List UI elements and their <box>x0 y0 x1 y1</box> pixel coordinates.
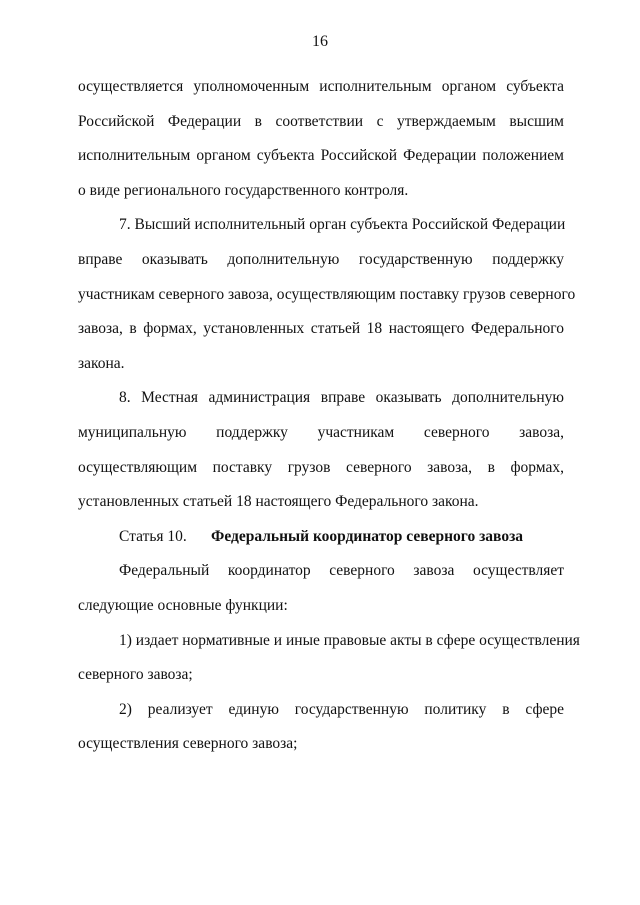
text-line: 7. Высший исполнительный орган субъекта Российской Федерации <box>119 216 566 234</box>
paragraph-function-1 <box>78 624 580 693</box>
paragraph-continuation <box>78 70 564 208</box>
page-number: 16 <box>312 33 328 50</box>
paragraph-intro <box>78 554 564 623</box>
text-line: Российской Федерации в соответствии с утверждаемым высшим <box>78 112 564 130</box>
text-line: закона. <box>78 354 125 372</box>
text-line: о виде регионального государственного контроля. <box>78 181 409 199</box>
text-line: Федеральный координатор северного завоза осуществляет <box>119 562 564 580</box>
paragraph-item-7 <box>78 208 576 381</box>
document-body <box>78 70 580 762</box>
article-number: Статья 10. <box>119 527 187 545</box>
text-line: осуществления северного завоза; <box>78 735 298 753</box>
text-line: участникам северного завоза, осуществляющим поставку грузов северного <box>78 285 576 303</box>
text-line: завоза, в формах, установленных статьей 18 настоящего Федерального <box>78 320 564 338</box>
paragraph-item-8 <box>78 381 564 519</box>
text-line: 1) издает нормативные и иные правовые акты в сфере осуществления <box>119 631 580 649</box>
article-heading <box>78 520 564 555</box>
text-line: вправе оказывать дополнительную государственную поддержку <box>78 250 564 268</box>
text-line: исполнительным органом субъекта Российской Федерации положением <box>78 147 564 165</box>
text-line: 8. Местная администрация вправе оказывать дополнительную <box>119 389 564 407</box>
text-line: северного завоза; <box>78 666 193 684</box>
text-line: осуществляющим поставку грузов северного завоза, в формах, <box>78 458 564 476</box>
text-line: установленных статьей 18 настоящего Федерального закона. <box>78 493 479 511</box>
text-line: следующие основные функции: <box>78 596 288 614</box>
paragraph-function-2 <box>78 693 564 762</box>
text-line: 2) реализует единую государственную политику в сфере <box>119 700 564 718</box>
text-line: осуществляется уполномоченным исполнительным органом субъекта <box>78 78 564 95</box>
text-line: муниципальную поддержку участникам северного завоза, <box>78 423 564 441</box>
article-title: Федеральный координатор северного завоза <box>211 527 524 545</box>
